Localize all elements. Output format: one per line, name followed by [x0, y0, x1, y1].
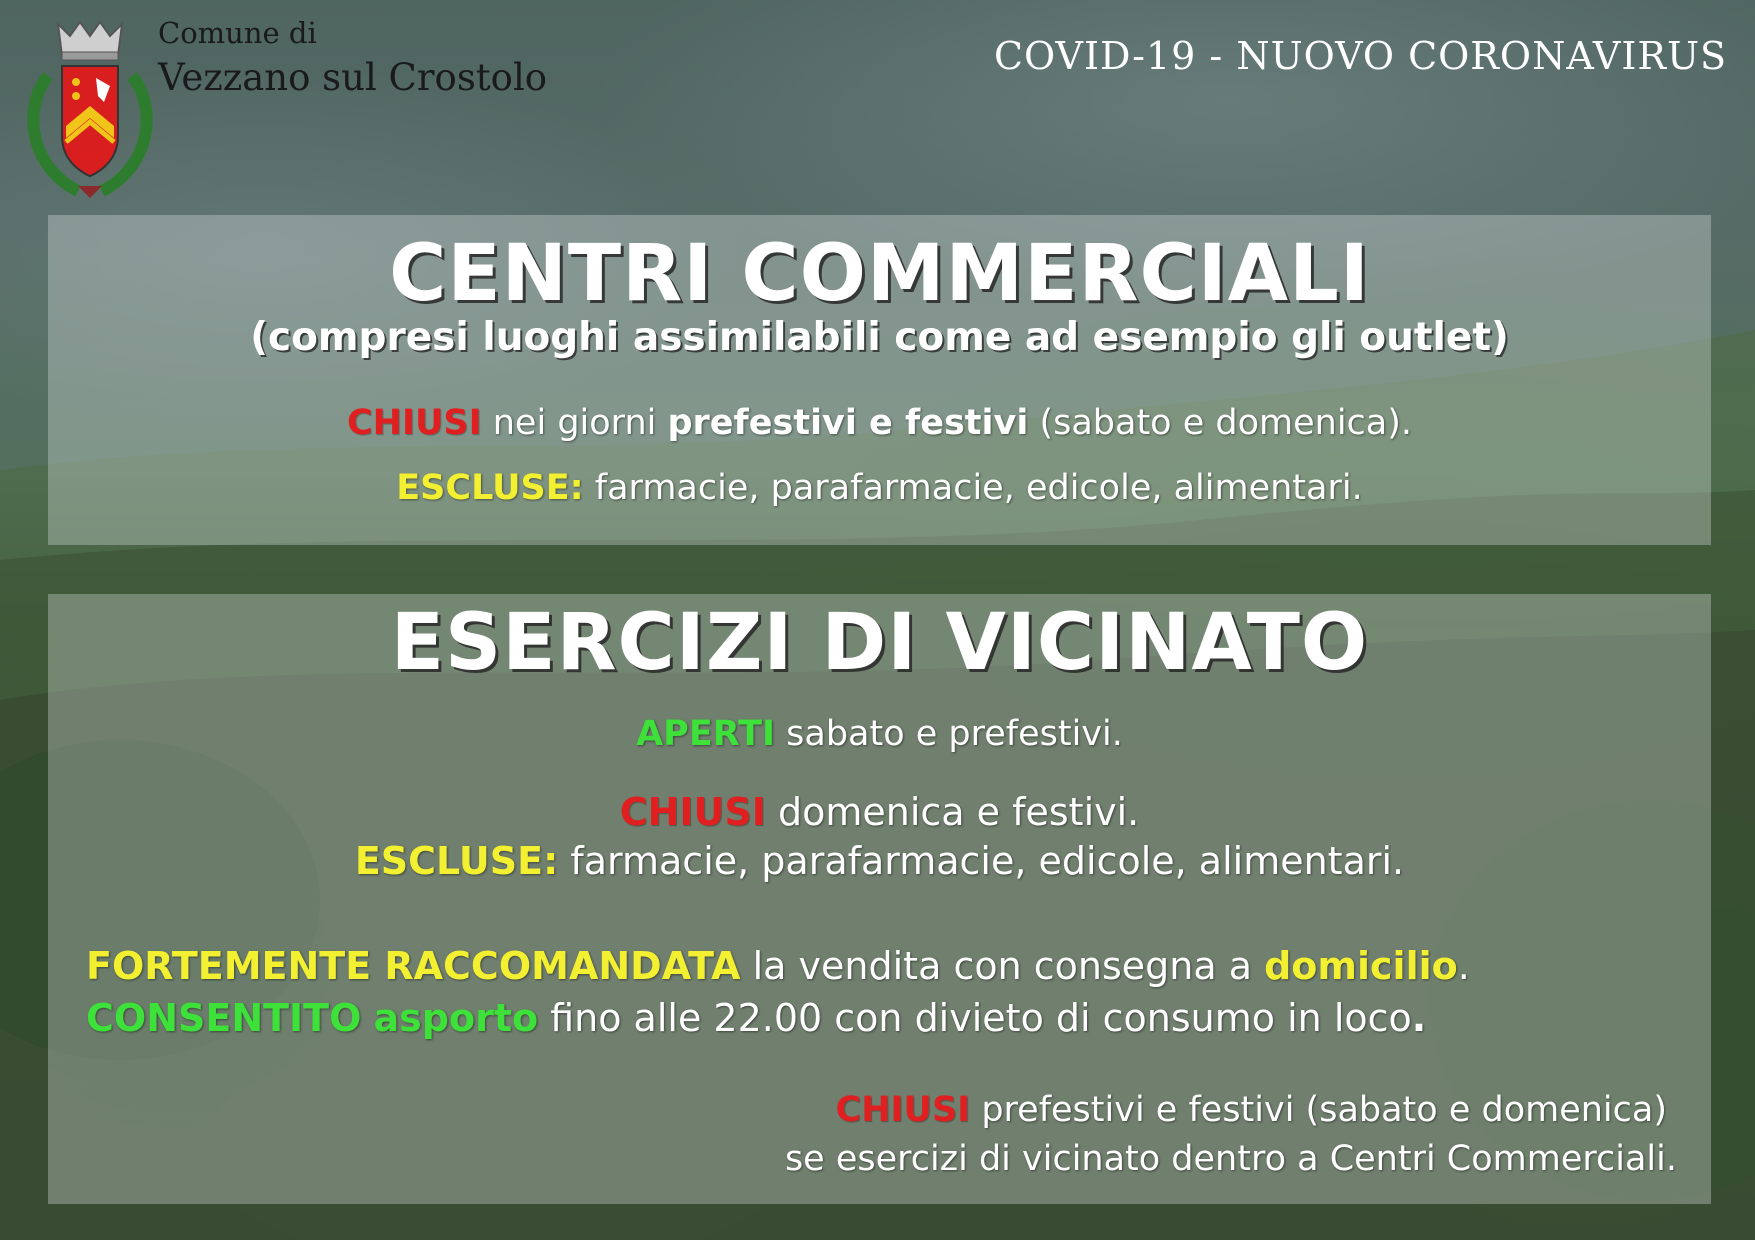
centri-subtitle: (compresi luoghi assimilabili come ad esempio gli outlet) — [250, 315, 1509, 360]
centri-escluse-line — [48, 468, 1711, 508]
aperti-label: APERTI — [636, 714, 776, 754]
aperti-line — [48, 714, 1711, 754]
chiusi-domenica-line — [48, 790, 1711, 834]
chiusi-label: CHIUSI — [619, 790, 766, 834]
prefestivi-bold: prefestivi e festivi — [667, 403, 1029, 443]
consentito-label: CONSENTITO — [86, 996, 362, 1040]
chiusi-text: nei giorni — [481, 403, 668, 443]
esercizi-vicinato-panel — [48, 594, 1711, 1204]
centri-chiusi-line — [48, 403, 1711, 443]
note-line-1 — [836, 1090, 1667, 1130]
chiusi-label: CHIUSI — [346, 403, 482, 443]
asporto-text: fino alle 22.00 con divieto di consumo in loco — [538, 996, 1412, 1040]
centri-commerciali-panel — [48, 215, 1711, 545]
chiusi-text: domenica e festivi. — [765, 790, 1140, 834]
escluse-label: ESCLUSE: — [396, 468, 584, 508]
covid-title: COVID-19 - NUOVO CORONAVIRUS — [993, 34, 1727, 78]
raccomandata-label: FORTEMENTE RACCOMANDATA — [86, 944, 741, 988]
escluse-label: ESCLUSE: — [354, 839, 559, 883]
escluse-line — [48, 839, 1711, 883]
asporto-end: . — [1411, 996, 1427, 1040]
esercizi-title: ESERCIZI DI VICINATO — [390, 598, 1369, 688]
centri-title: CENTRI COMMERCIALI — [389, 229, 1370, 319]
domicilio-highlight: domicilio — [1264, 944, 1458, 988]
consegna-line — [86, 944, 1470, 988]
asporto-label: asporto — [373, 996, 539, 1040]
note-chiusi-label: CHIUSI — [835, 1090, 971, 1130]
chiusi-text-end: (sabato e domenica). — [1028, 403, 1413, 443]
comune-name: Vezzano sul Crostolo — [158, 56, 548, 99]
escluse-text: farmacie, parafarmacie, edicole, alimentari. — [558, 839, 1405, 883]
municipal-crest-icon — [18, 16, 162, 206]
note-text-1: prefestivi e festivi (sabato e domenica) — [970, 1090, 1667, 1130]
escluse-text: farmacie, parafarmacie, edicole, alimentari. — [583, 468, 1363, 508]
consegna-end: . — [1457, 944, 1470, 988]
consegna-text: la vendita con consegna a — [740, 944, 1265, 988]
comune-label: Comune di — [158, 16, 317, 50]
aperti-text: sabato e prefestivi. — [775, 714, 1123, 754]
note-line-2: se esercizi di vicinato dentro a Centri Commerciali. — [784, 1139, 1677, 1179]
asporto-line — [86, 996, 1426, 1040]
